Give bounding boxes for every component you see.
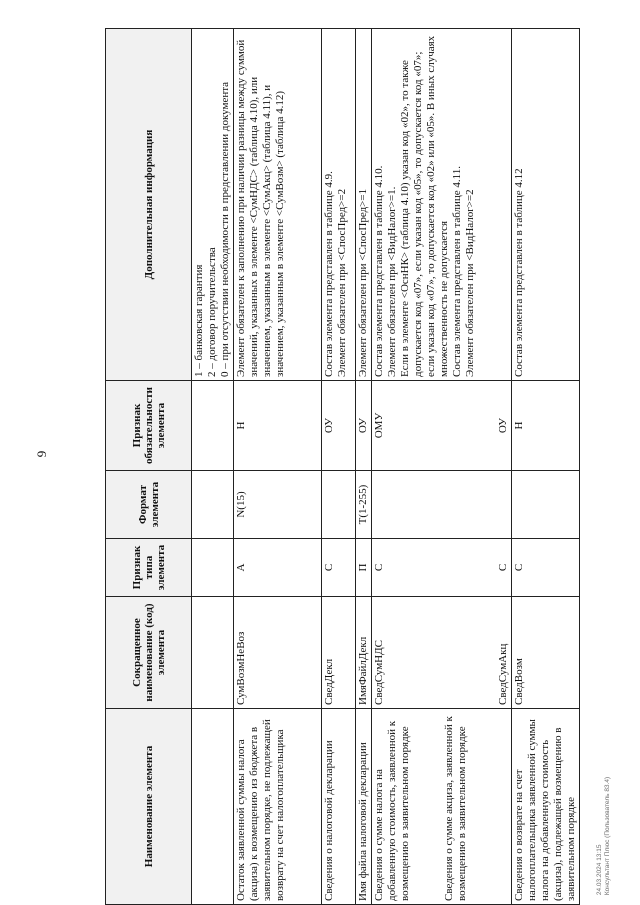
header-info: Дополнительная информация — [106, 29, 192, 381]
cell-info-line: Элемент обязателен при <ВидНалог>=1. — [386, 186, 398, 377]
cell-code: СведВозм — [512, 597, 580, 709]
cell-name: Остаток заявленной суммы налога (акциза) к возмещению из бюджета в заявительном порядке, не подлежащей возврату на счет налогоплательщика — [234, 709, 322, 905]
cell-name-nds: Сведения о сумме налога на добавленную стоимость, заявленной к возмещению в заявительном порядке — [373, 720, 411, 901]
cell-code: СумВозмНеВоз — [234, 597, 322, 709]
cell-info-line: Если в элементе <ОснНК> (таблица 4.10) указан код «02», то также допускается код «07», если указан код «05», то допускается код «07»; если указан код «07», то допускается код «02» или «05». В иных случаях множественность не допускается — [399, 35, 450, 377]
cell-name-akc: Сведения о сумме акциза, заявленной к возмещению в заявительном порядке — [443, 716, 468, 901]
cont-info-line: 0 – при отсутствии необходимости в представлении документа — [219, 81, 231, 377]
cont-info — [192, 29, 234, 381]
header-required: Признак обязательности элемента — [106, 381, 192, 471]
cont-info-line: 2 – договор поручительства — [206, 247, 218, 377]
cell-code-akc: СведСумАкц — [497, 643, 509, 705]
cell-required-akc: ОУ — [497, 417, 509, 434]
cell-code — [372, 597, 512, 709]
table-row — [234, 29, 322, 905]
cell-type-akc: С — [497, 563, 509, 572]
cell-format: N(15) — [234, 471, 322, 539]
cell-required — [372, 381, 512, 471]
cell-format — [372, 471, 512, 539]
cell-required: ОУ — [356, 381, 372, 471]
stamp-date: 24.03.2024 13:15 — [596, 844, 603, 896]
cell-format — [322, 471, 356, 539]
cell-info-line: Состав элемента представлен в таблице 4.11. — [451, 165, 463, 377]
cell-required: Н — [234, 381, 322, 471]
cell-info: Элемент обязателен при <СпосПред>=1 — [356, 29, 372, 381]
page-number: 9 — [34, 450, 49, 458]
table-row — [372, 29, 512, 905]
cell-info — [322, 29, 356, 381]
print-stamp — [596, 777, 612, 895]
cell-info-line: Состав элемента представлен в таблице 4.10. — [373, 165, 385, 377]
cell-code: СведДекл — [322, 597, 356, 709]
table-row-continuation — [192, 29, 234, 905]
header-format: Формат элемента — [106, 471, 192, 539]
header-code: Сокращенное наименование (код) элемента — [106, 597, 192, 709]
cell-info-line: Элемент обязателен при <СпосПред>=2 — [336, 188, 348, 377]
cell-required: ОУ — [322, 381, 356, 471]
cell-name: Сведения о возврате на счет налогоплательщика заявленной суммы налога на добавленную стоимость (акциза), подлежащей возмещению в заявительном порядке — [512, 709, 580, 905]
table-header-row — [106, 29, 192, 905]
cell-required-nds: ОМУ — [373, 412, 385, 439]
cell-code-nds: СведСумНДС — [373, 640, 385, 705]
cont-info-line: 1 – банковская гарантия — [193, 264, 205, 377]
cell-type: А — [234, 539, 322, 597]
rotated-table-container — [105, 29, 579, 905]
elements-table — [105, 28, 580, 905]
table-row — [322, 29, 356, 905]
table-row — [512, 29, 580, 905]
cell-type: П — [356, 539, 372, 597]
header-type: Признак типа элемента — [106, 539, 192, 597]
cell-format: Т(1-255) — [356, 471, 372, 539]
cell-required: Н — [512, 381, 580, 471]
table-row — [356, 29, 372, 905]
cell-info-line: Состав элемента представлен в таблице 4.9. — [323, 171, 335, 377]
cell-info: Состав элемента представлен в таблице 4.12 — [512, 29, 580, 381]
cell-info: Элемент обязателен к заполнению при наличии разницы между суммой значений, указанных в элементе <СумНДС> (таблица 4.10), или значением, указанным в элементе <СумАкц> (таблица 4.11), и значением, указанным в элементе <СумВозм> (таблица 4.12) — [234, 29, 322, 381]
cell-type-nds: С — [373, 563, 385, 572]
cell-name: Сведения о налоговой декларации — [322, 709, 356, 905]
cell-type: С — [322, 539, 356, 597]
cell-code: ИмяФайлДекл — [356, 597, 372, 709]
cell-name: Имя файла налоговой декларации — [356, 709, 372, 905]
cell-format — [512, 471, 580, 539]
cell-name — [372, 709, 512, 905]
header-name: Наименование элемента — [106, 709, 192, 905]
cell-info-line: Элемент обязателен при <ВидНалог>=2 — [464, 189, 476, 377]
cell-info — [372, 29, 512, 381]
cell-type — [372, 539, 512, 597]
cell-type: С — [512, 539, 580, 597]
stamp-source: Консультант Плюс (Пользователь 83.4) — [604, 776, 611, 896]
